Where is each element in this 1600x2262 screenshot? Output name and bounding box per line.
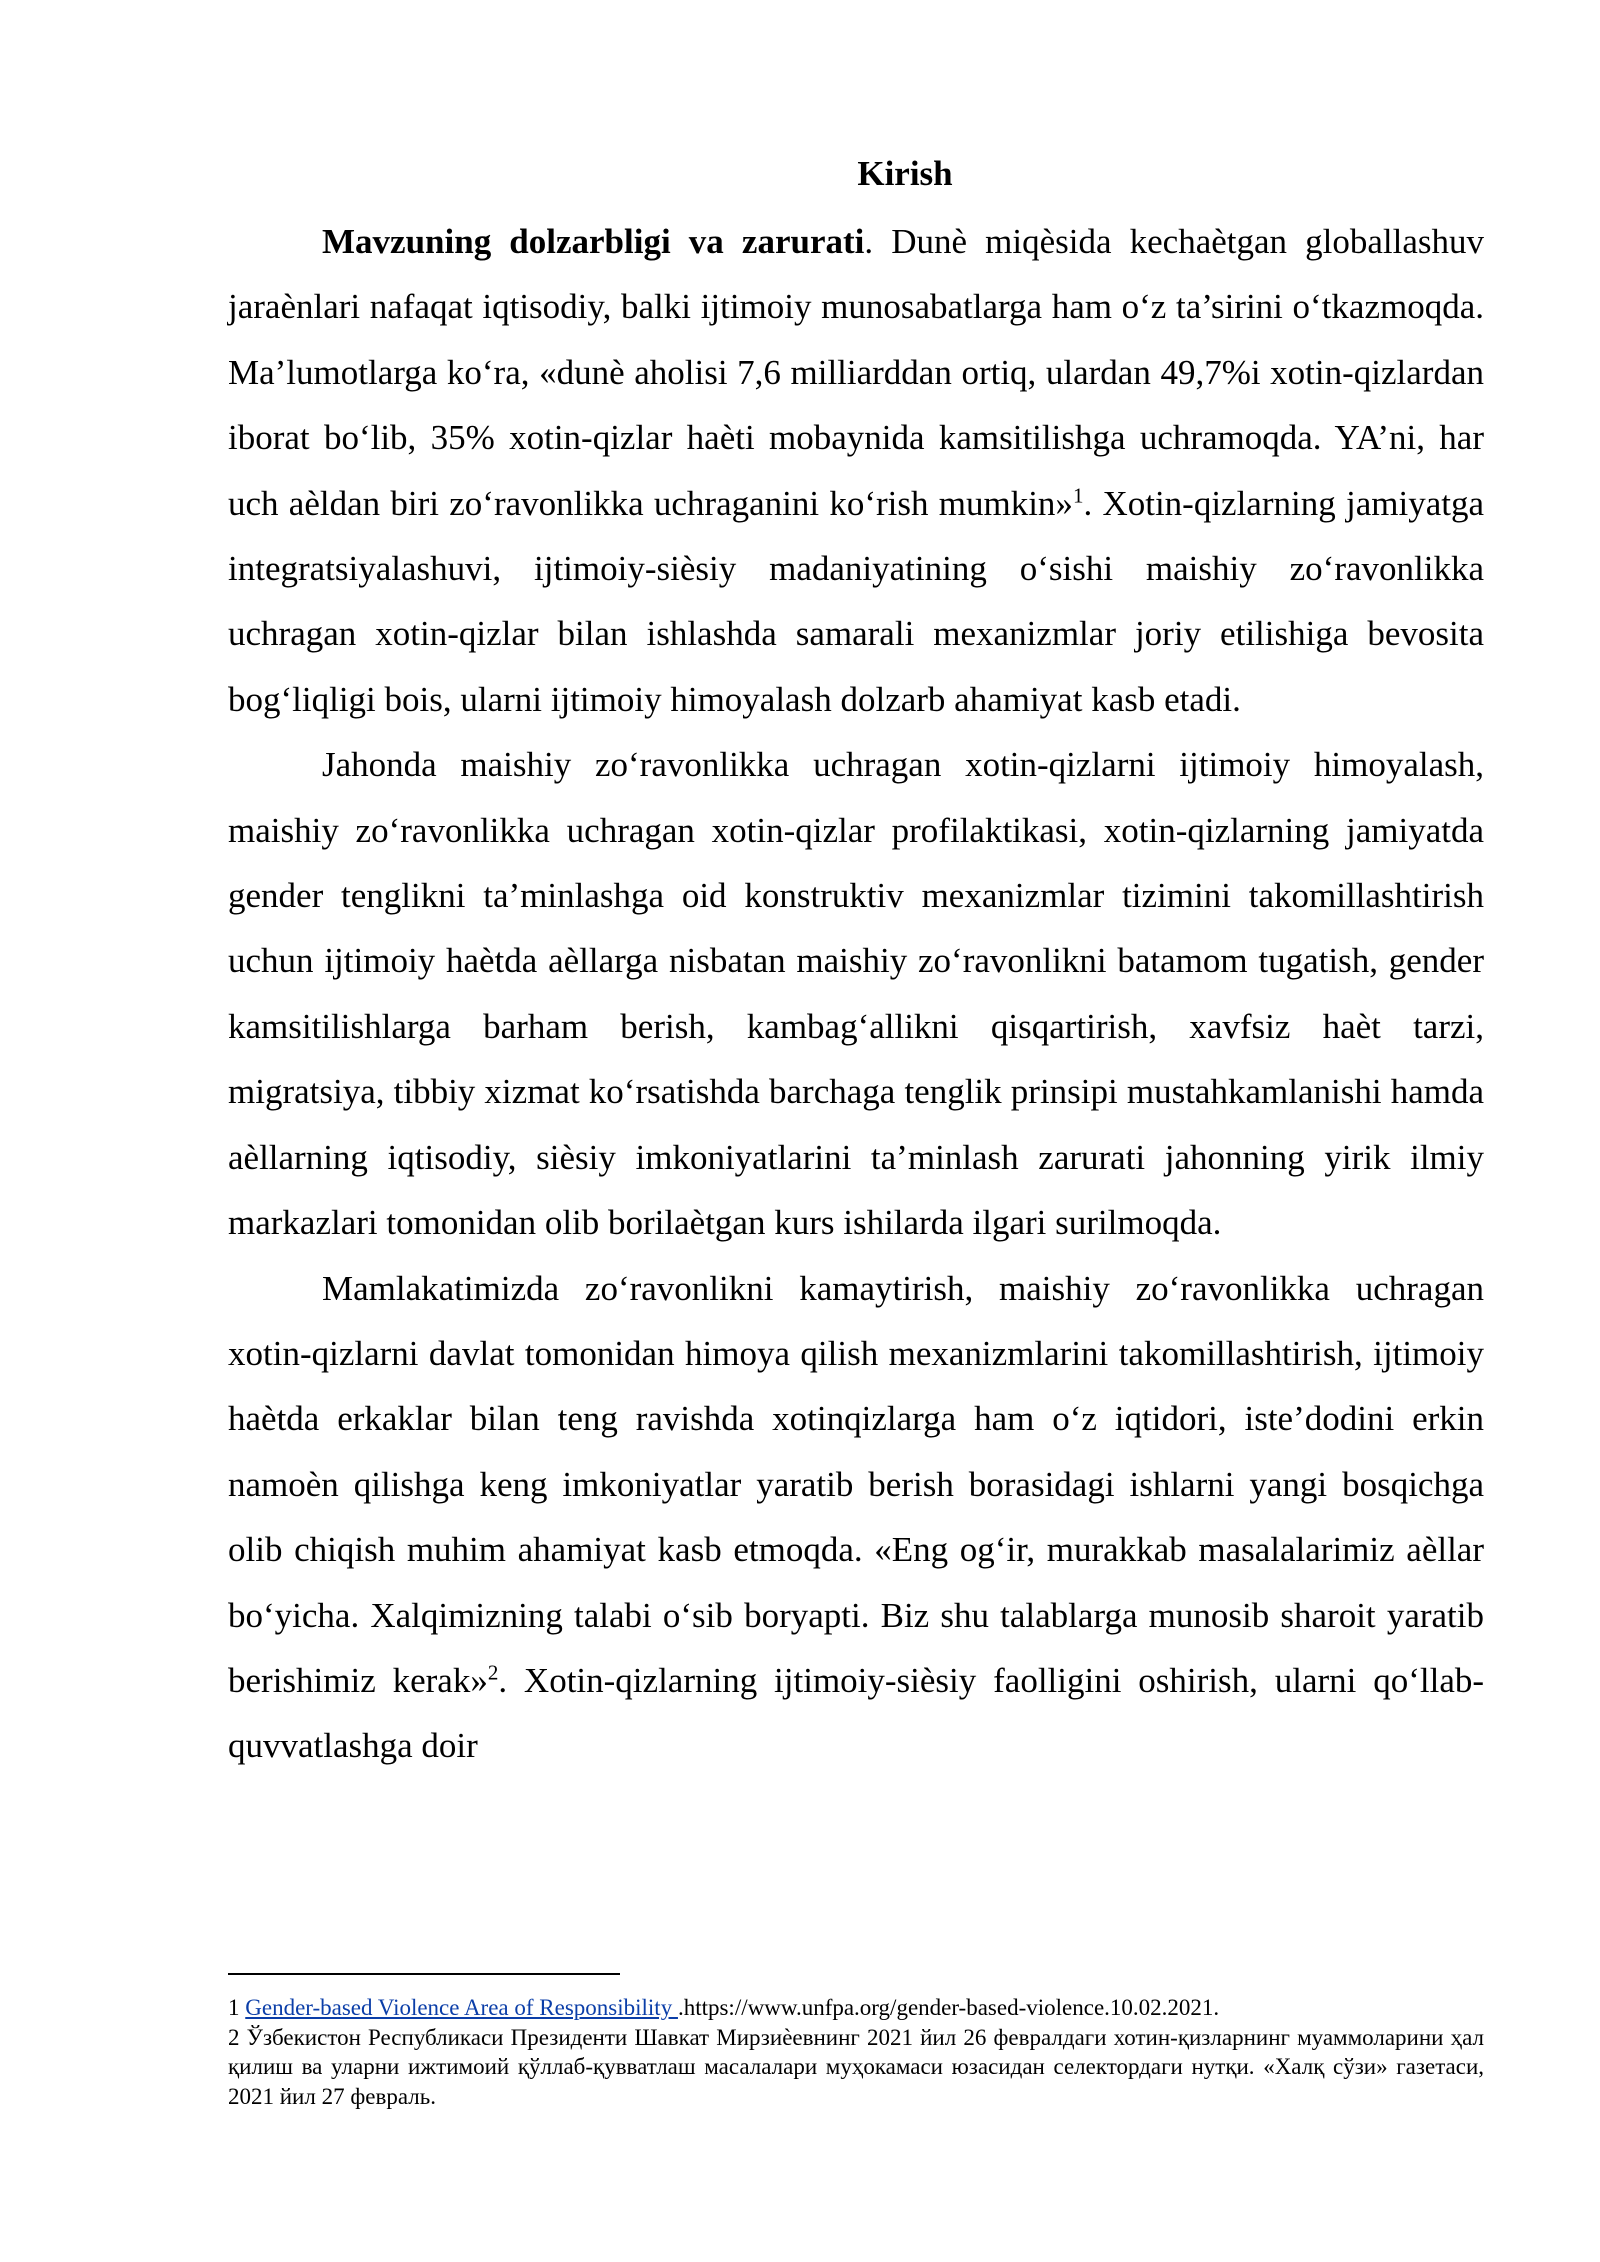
paragraph-lead: Mavzuning dolzarbligi va zarurati — [322, 222, 865, 261]
section-heading: Kirish — [857, 154, 953, 193]
paragraph-3 — [228, 1256, 1484, 1779]
footnote-separator — [228, 1973, 620, 1975]
footnote-2-text: Ўзбекистон Республикаси Президенти Шавкат Мирзиѐевнинг 2021 йил 26 февралдаги хотин-қизларнинг муаммоларини ҳал қилиш ва уларни ижтимоий қўллаб-қувватлаш масалалари муҳокамаси юзасидан селектордаги нутқи. «Халқ сўзи» газетаси, 2021 йил 27 февраль. — [228, 2024, 1485, 2109]
paragraph-1-text-a: . Dunè miqèsida kechaètgan globallashuv jaraènlari nafaqat iqtisodiy, balki ijtimoiy munosabatlarga ham o‘z ta’sirini o‘tkazmoqda. Ma’lumotlarga ko‘ra, «dunè aholisi 7,6 milliarddan ortiq, ulardan 49,7%i xotin-qizlardan iborat bo‘lib, 35% xotin-qizlar haèti mobaynida kamsitilishga uchramoqda. YA’ni, har uch aèldan biri zo‘ravonlikka uchraganini ko‘rish mumkin» — [228, 222, 1484, 523]
paragraph-2: Jahonda maishiy zo‘ravonlikka uchragan xotin-qizlarni ijtimoiy himoyalash, maishiy zo‘ravonlikka uchragan xotin-qizlar profilaktikasi, xotin-qizlarning jamiyatda gender tenglikni ta’minlashga oid konstruktiv mexanizmlar tizimini takomillashtirish uchun ijtimoiy haètda aèllarga nisbatan maishiy zo‘ravonlikni batamom tugatish, gender kamsitilishlarga barham berish, kambag‘allikni qisqartirish, xavfsiz haèt tarzi, migratsiya, tibbiy xizmat ko‘rsatishda barchaga tenglik prinsipi mustahkamlanishi hamda aèllarning iqtisodiy, sièsiy imkoniyatlarini ta’minlash zarurati jahonning yirik ilmiy markazlari tomonidan olib borilaètgan kurs ishilarda ilgari surilmoqda. — [228, 745, 1484, 1243]
paragraph-1 — [228, 209, 1484, 732]
footnote-ref-2[interactable]: 2 — [487, 1660, 499, 1685]
body-text — [228, 209, 1484, 1779]
paragraph-3-text-b: . Xotin-qizlarning ijtimoiy-sièsiy faolligini oshirish, ularni qo‘llab-quvvatlashga doir — [228, 1660, 1485, 1766]
footnote-2-number: 2 — [228, 2024, 240, 2050]
footnote-ref-1[interactable]: 1 — [1072, 482, 1084, 507]
paragraph-1-text-b: . Xotin-qizlarning jamiyatga integratsiyalashuvi, ijtimoiy-sièsiy madaniyatining o‘sishi maishiy zo‘ravonlikka uchragan xotin-qizlar bilan ishlashda samarali mexanizmlar joriy etilishiga bevosita bog‘liqligi bois, ularni ijtimoiy himoyalash dolzarb ahamiyat kasb etadi. — [228, 483, 1484, 719]
paragraph-3-text-a: Mamlakatimizda zo‘ravonlikni kamaytirish, maishiy zo‘ravonlikka uchragan xotin-qizlarni davlat tomonidan himoya qilish mexanizmlarini takomillashtirish, ijtimoiy haètda erkaklar bilan teng ravishda xotinqizlarga ham o‘z iqtidori, iste’dodini erkin namoèn qilishga keng imkoniyatlar yaratib berish borasidagi ishlarni yangi bosqichga olib chiqish muhim ahamiyat kasb etmoqda. «Eng og‘ir, murakkab masalalarimiz aèllar bo‘yicha. Xalqimizning talabi o‘sib boryapti. Biz shu talablarga munosib sharoit yaratib berishimiz kerak» — [228, 1268, 1484, 1700]
footnote-2 — [228, 2023, 1484, 2112]
footnote-1 — [228, 1993, 1484, 2023]
footnotes — [228, 1993, 1484, 2111]
footnote-1-number: 1 — [228, 1995, 240, 2020]
footnote-1-link[interactable]: Gender-based Violence Area of Responsibility — [245, 1995, 678, 2020]
footnote-1-url: .https://www.unfpa.org/gender-based-violence.10.02.2021. — [677, 1995, 1220, 2020]
